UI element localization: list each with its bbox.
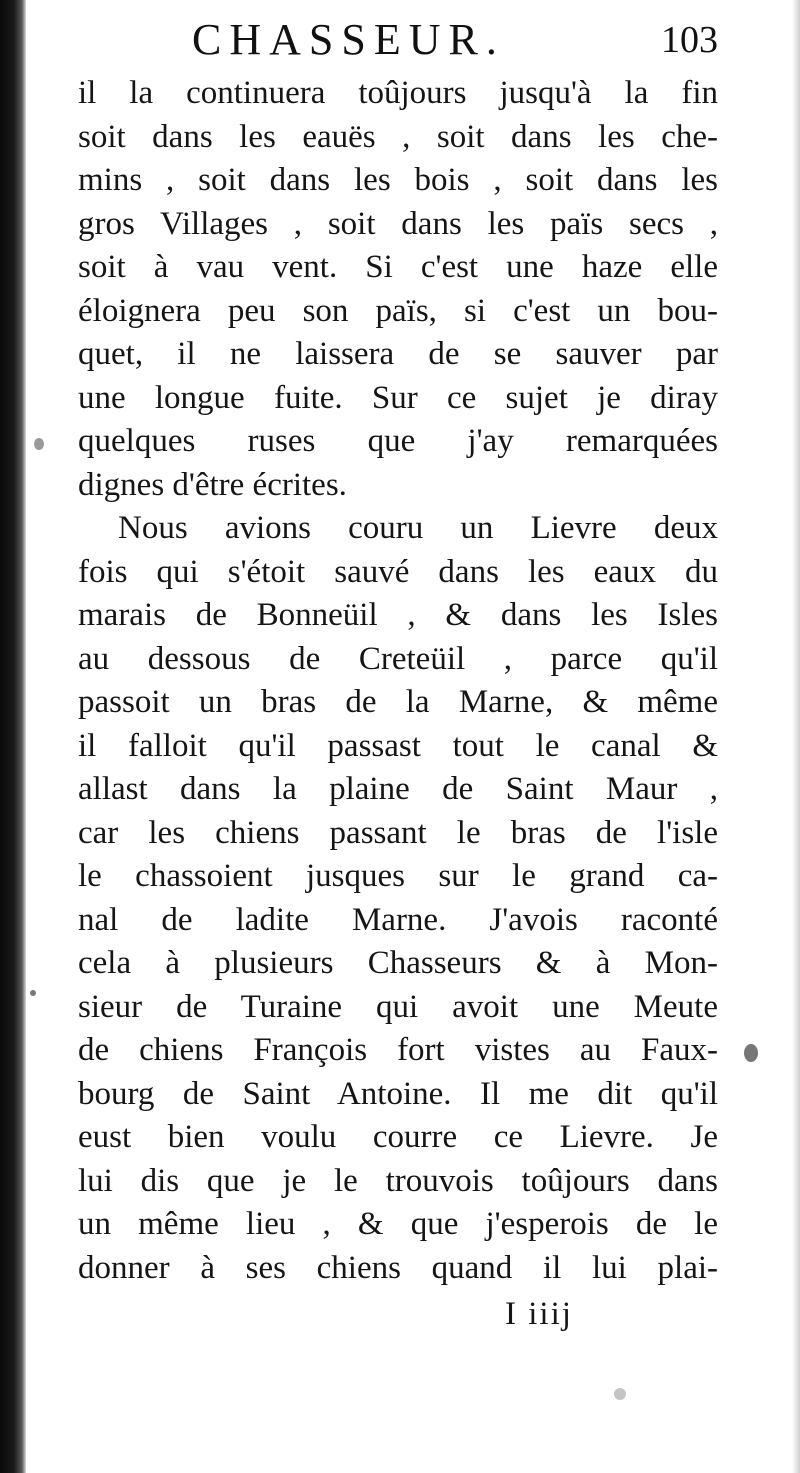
text-line: soit dans les eauës , soit dans les che- [78, 118, 718, 155]
text-line: il la continuera toûjours jusqu'à la fin [78, 75, 718, 111]
ink-blot [30, 990, 36, 996]
text-line: car les chiens passant le bras de l'isle [78, 814, 718, 851]
text-line: nal de ladite Marne. J'avois raconté [78, 901, 718, 938]
page-number: 103 [661, 19, 718, 61]
text-line: donner à ses chiens quand il lui plai- [78, 1249, 718, 1286]
text-line: mins , soit dans les bois , soit dans les [78, 162, 718, 198]
ink-blot [34, 438, 44, 450]
text-line: le chassoient jusques sur le grand ca- [78, 858, 718, 894]
text-line: quet, il ne laissera de se sauver par [78, 336, 718, 372]
text-line: dignes d'être écrites. [78, 466, 347, 503]
text-line: lui dis que je le trouvois toûjours dans [78, 1162, 718, 1199]
page-edge [792, 0, 800, 1473]
text-line: un même lieu , & que j'esperois de le [78, 1206, 718, 1242]
text-line: cela à plusieurs Chasseurs & à Mon- [78, 945, 718, 981]
text-line: sieur de Turaine qui avoit une Meute [78, 988, 718, 1025]
text-line: bourg de Saint Antoine. Il me dit qu'il [78, 1075, 718, 1112]
text-line: passoit un bras de la Marne, & même [78, 684, 718, 720]
text-line: de chiens François fort vistes au Faux- [78, 1032, 718, 1068]
text-line: fois qui s'étoit sauvé dans les eaux du [78, 553, 718, 590]
text-line: marais de Bonneüil , & dans les Isles [78, 597, 718, 633]
text-line: au dessous de Creteüil , parce qu'il [78, 640, 718, 677]
text-line: quelques ruses que j'ay remarquées [78, 423, 718, 459]
text-line: Nous avions couru un Lievre deux [118, 510, 718, 546]
running-title: CHASSEUR. [192, 15, 505, 64]
text-line: soit à vau vent. Si c'est une haze elle [78, 249, 718, 285]
ink-blot [614, 1388, 626, 1400]
signature-mark: I iiij [505, 1296, 573, 1332]
text-line: éloignera peu son païs, si c'est un bou- [78, 292, 718, 329]
text-line: eust bien voulu courre ce Lievre. Je [78, 1119, 718, 1155]
text-line: gros Villages , soit dans les païs secs , [78, 205, 718, 242]
page-gutter-shadow [0, 0, 26, 1473]
text-line: il falloit qu'il passast tout le canal & [78, 727, 718, 764]
ink-blot [744, 1044, 758, 1062]
page-header [88, 14, 718, 72]
body-text [78, 72, 718, 1290]
text-line: allast dans la plaine de Saint Maur , [78, 771, 718, 807]
text-line: une longue fuite. Sur ce sujet je diray [78, 379, 718, 416]
